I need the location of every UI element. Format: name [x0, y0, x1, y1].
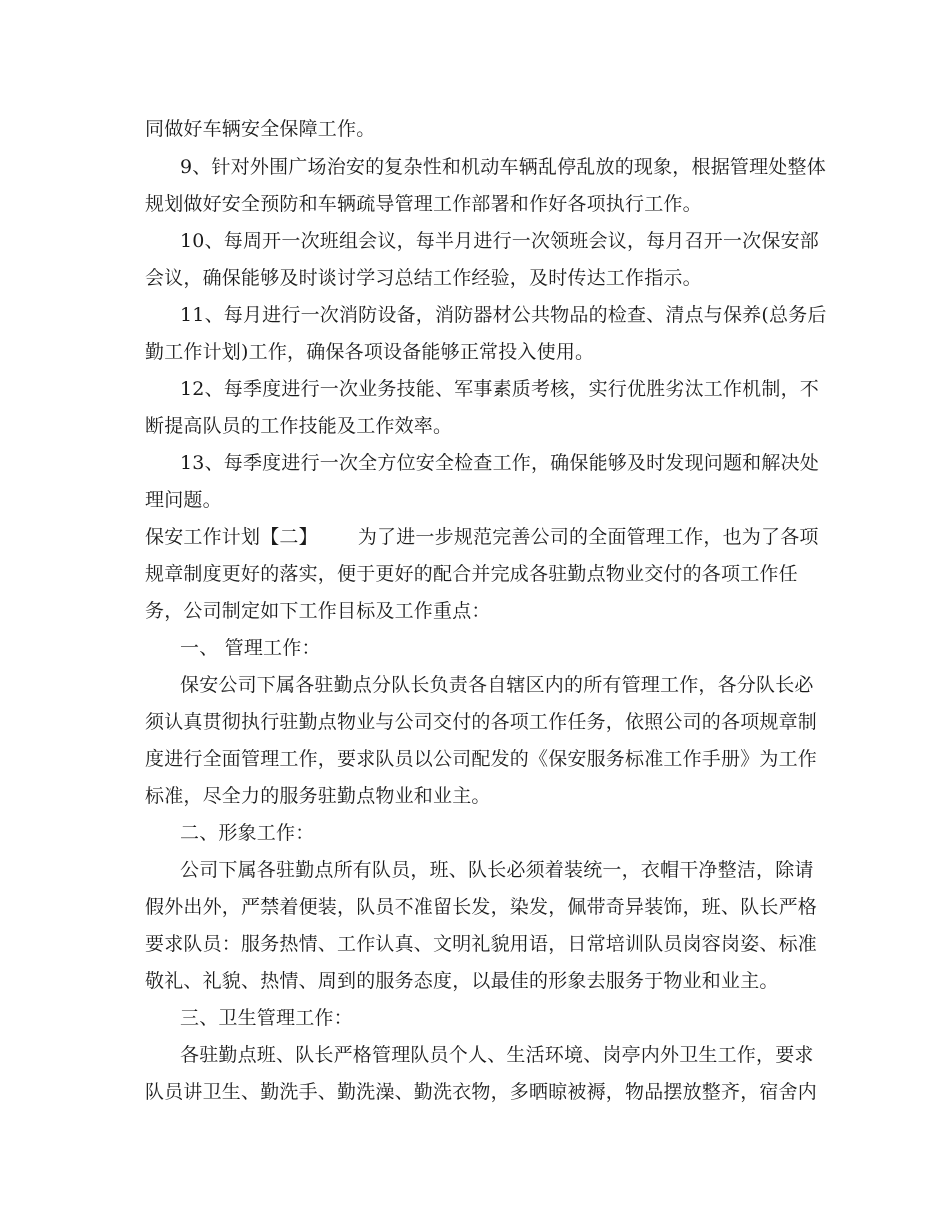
text-line: 须认真贯彻执行驻勤点物业与公司交付的各项工作任务，依照公司的各项规章制 — [145, 711, 818, 733]
text-line: 务，公司制定如下工作目标及工作重点： — [145, 600, 491, 622]
text-line: 同做好车辆安全保障工作。 — [145, 118, 376, 140]
text-line: 为了进一步规范完善公司的全面管理工作，也为了各项 — [357, 526, 819, 548]
text-line: 9、针对外围广场治安的复杂性和机动车辆乱停乱放的现象，根据管理处整体 — [180, 156, 826, 178]
text-line: 队员讲卫生、勤洗手、勤洗澡、勤洗衣物，多晒晾被褥，物品摆放整齐，宿舍内 — [145, 1081, 818, 1103]
subheading: 三、卫生管理工作： — [180, 1007, 353, 1029]
text-line: 敬礼、礼貌、热情、周到的服务态度，以最佳的形象去服务于物业和业主。 — [145, 970, 779, 992]
subheading: 一、 管理工作： — [180, 637, 321, 659]
text-line: 保安公司下属各驻勤点分队长负责各自辖区内的所有管理工作，各分队长必 — [180, 674, 814, 696]
text-line: 11、每月进行一次消防设备，消防器材公共物品的检查、清点与保养(总务后 — [180, 304, 827, 326]
text-line: 12、每季度进行一次业务技能、军事素质考核，实行优胜劣汰工作机制，不 — [180, 378, 819, 400]
text-line: 会议，确保能够及时谈讨学习总结工作经验，及时传达工作指示。 — [145, 267, 702, 289]
subheading: 二、形象工作： — [180, 822, 315, 844]
text-line: 规章制度更好的落实，便于更好的配合并完成各驻勤点物业交付的各项工作任 — [145, 563, 798, 585]
text-line: 标准，尽全力的服务驻勤点物业和业主。 — [145, 785, 491, 807]
text-line: 度进行全面管理工作，要求队员以公司配发的《保安服务标准工作手册》为工作 — [145, 748, 818, 770]
text-line: 公司下属各驻勤点所有队员，班、队长必须着装统一，衣帽干净整洁，除请 — [180, 859, 814, 881]
text-line: 勤工作计划)工作，确保各项设备能够正常投入使用。 — [145, 341, 595, 363]
text-line: 各驻勤点班、队长严格管理队员个人、生活环境、岗亭内外卫生工作，要求 — [180, 1044, 814, 1066]
text-line: 理问题。 — [145, 489, 222, 511]
text-line: 断提高队员的工作技能及工作效率。 — [145, 415, 453, 437]
text-line: 要求队员：服务热情、工作认真、文明礼貌用语，日常培训队员岗容岗姿、标准 — [145, 933, 818, 955]
text-line: 10、每周开一次班组会议，每半月进行一次领班会议，每月召开一次保安部 — [180, 230, 819, 252]
section-heading: 保安工作计划【二】 — [145, 526, 318, 548]
text-line: 13、每季度进行一次全方位安全检查工作，确保能够及时发现问题和解决处 — [180, 452, 819, 474]
section-heading-line — [145, 525, 819, 549]
text-line: 规划做好安全预防和车辆疏导管理工作部署和作好各项执行工作。 — [145, 193, 702, 215]
text-line: 假外出外，严禁着便装，队员不准留长发，染发，佩带奇异装饰，班、队长严格 — [145, 896, 818, 918]
